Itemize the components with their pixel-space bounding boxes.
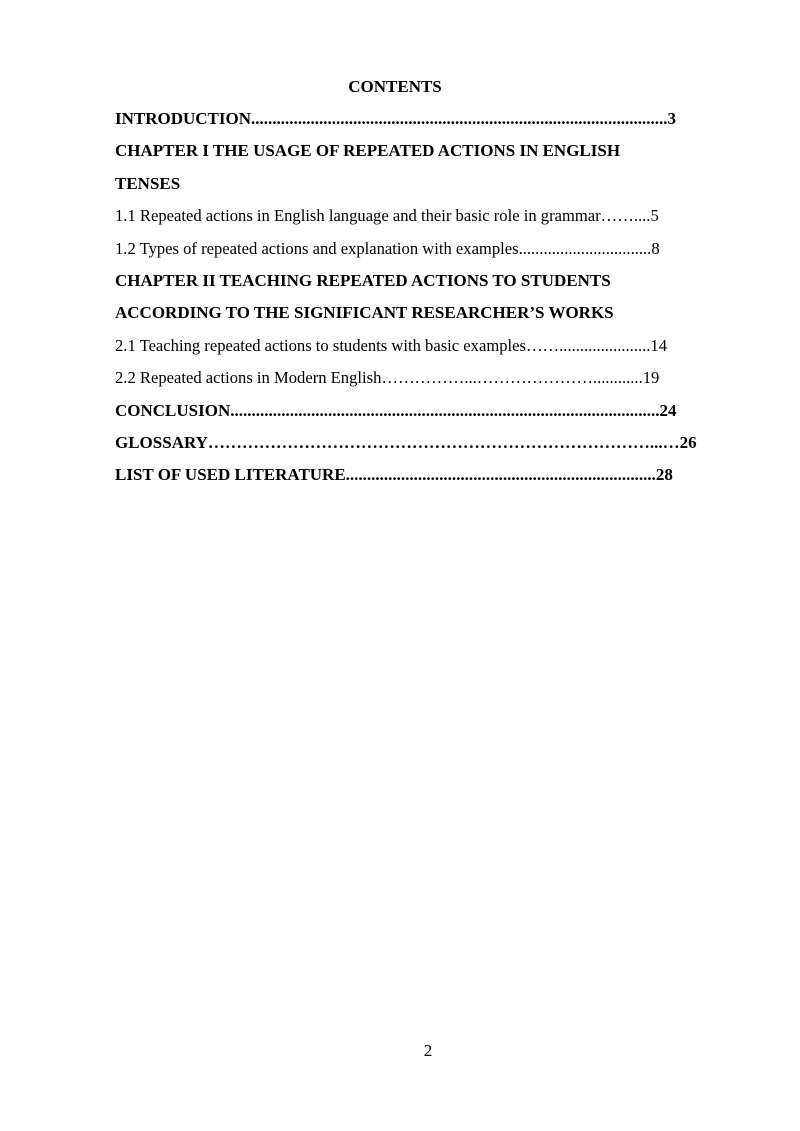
toc-entry-chapter-1-line-2: TENSES	[115, 173, 181, 193]
toc-entry-section-1-1: 1.1 Repeated actions in English language and their basic role in grammar……....5	[115, 206, 659, 226]
toc-entry-section-1-2: 1.2 Types of repeated actions and explanation with examples................................8	[115, 238, 660, 258]
toc-entry-section-2-2: 2.2 Repeated actions in Modern English……………...…………………............19	[115, 368, 660, 388]
page-number: 2	[423, 1041, 433, 1060]
toc-entry-literature: LIST OF USED LITERATURE.........................................................................28	[115, 465, 673, 485]
toc-entry-section-2-1: 2.1 Teaching repeated actions to students with basic examples……......................14	[115, 335, 668, 355]
toc-entry-glossary: GLOSSARY……………………………………………………………………...…26	[115, 432, 697, 452]
table-of-contents	[115, 108, 745, 497]
toc-entry-chapter-1-line-1: CHAPTER I THE USAGE OF REPEATED ACTIONS IN ENGLISH	[115, 141, 621, 161]
toc-entry-chapter-2-line-2: ACCORDING TO THE SIGNIFICANT RESEARCHER’S WORKS	[115, 303, 614, 323]
toc-entry-conclusion: CONCLUSION.....................................................................................................24	[115, 400, 677, 420]
toc-entry-chapter-2-line-1: CHAPTER II TEACHING REPEATED ACTIONS TO STUDENTS	[115, 270, 611, 290]
contents-heading: CONTENTS	[348, 77, 442, 96]
toc-entry-introduction: INTRODUCTION..................................................................................................3	[115, 109, 677, 128]
